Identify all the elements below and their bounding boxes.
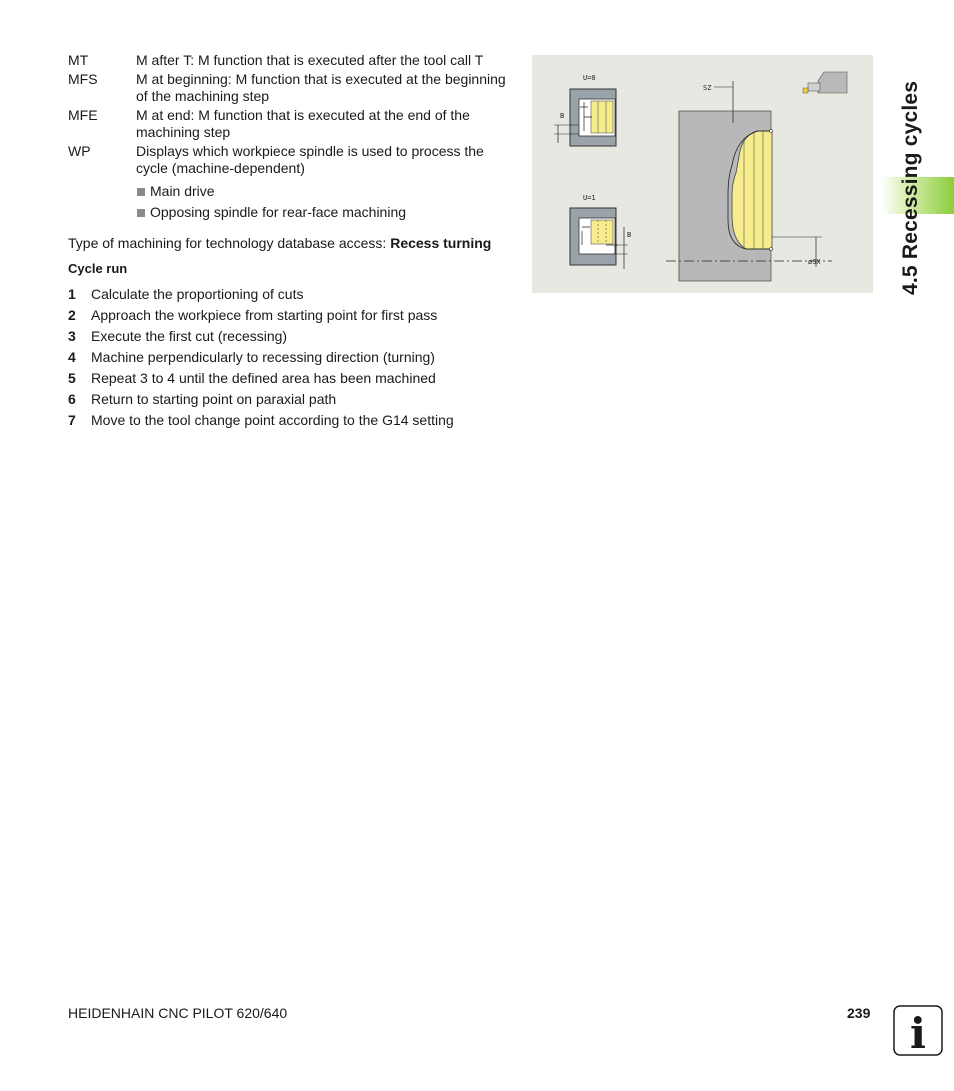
step-number: 1 [68, 286, 76, 302]
label-sz: SZ [703, 84, 712, 92]
param-key: MFE [68, 107, 98, 123]
cycle-steps [68, 286, 454, 433]
step-2 [68, 307, 454, 324]
step-text: Approach the workpiece from starting point for first pass [91, 307, 438, 323]
step-number: 5 [68, 370, 76, 386]
cycle-run-heading: Cycle run [68, 261, 128, 276]
param-desc: M at end: M function that is executed at the end of the machining step [136, 107, 470, 140]
step-6 [68, 391, 454, 408]
step-text: Calculate the proportioning of cuts [91, 286, 304, 302]
step-number: 6 [68, 391, 76, 407]
tool-insert [808, 83, 820, 91]
param-row-wp [68, 143, 513, 177]
parameter-list [68, 52, 513, 179]
tool-holder [818, 72, 847, 93]
step-number: 3 [68, 328, 76, 344]
label-sx: øSX [808, 258, 821, 266]
step-text: Machine perpendicularly to recessing direction (turning) [91, 349, 435, 365]
spindle-options [137, 183, 406, 225]
param-row-mt [68, 52, 513, 69]
chapter-title: 4.5 Recessing cycles [899, 80, 922, 296]
step-3 [68, 328, 454, 345]
u0-cut-area [591, 101, 613, 133]
param-row-mfe [68, 107, 513, 141]
param-key: MT [68, 52, 89, 68]
step-text: Move to the tool change point according to the G14 setting [91, 412, 454, 428]
param-desc: Displays which workpiece spindle is used to process the cycle (machine-dependent) [136, 143, 484, 176]
step-4 [68, 349, 454, 366]
technology-line [68, 235, 491, 252]
step-number: 7 [68, 412, 76, 428]
info-icon [893, 1005, 943, 1056]
contour-start-point [770, 130, 773, 133]
tool-tip [803, 88, 808, 93]
param-row-mfs [68, 71, 513, 105]
param-key: WP [68, 143, 91, 159]
tech-prefix: Type of machining for technology database access: [68, 235, 391, 251]
recess-turning-figure [532, 55, 873, 293]
label-b-u0: B [560, 112, 565, 120]
step-1 [68, 286, 454, 303]
label-u0: U=0 [583, 74, 596, 82]
square-bullet-icon [137, 209, 145, 217]
label-b-u1: B [627, 231, 632, 239]
option-opposing-spindle [137, 204, 406, 221]
page-number: 239 [847, 1005, 871, 1021]
option-label: Main drive [150, 183, 215, 199]
step-text: Repeat 3 to 4 until the defined area has been machined [91, 370, 436, 386]
footer-manual-title: HEIDENHAIN CNC PILOT 620/640 [68, 1005, 288, 1021]
step-text: Execute the first cut (recessing) [91, 328, 288, 344]
step-5 [68, 370, 454, 387]
step-text: Return to starting point on paraxial path [91, 391, 337, 407]
tech-value: Recess turning [390, 235, 492, 251]
step-7 [68, 412, 454, 429]
step-number: 4 [68, 349, 76, 365]
u1-cut-area [591, 220, 613, 244]
param-desc: M after T: M function that is executed after the tool call T [136, 52, 484, 68]
param-desc: M at beginning: M function that is executed at the beginning of the machining step [136, 71, 506, 104]
option-label: Opposing spindle for rear-face machining [150, 204, 407, 220]
step-number: 2 [68, 307, 76, 323]
contour-end-point [770, 248, 773, 251]
info-icon-glyph: i [910, 1009, 926, 1056]
label-u1: U=1 [583, 194, 596, 202]
option-main-drive [137, 183, 406, 200]
param-key: MFS [68, 71, 98, 87]
square-bullet-icon [137, 188, 145, 196]
